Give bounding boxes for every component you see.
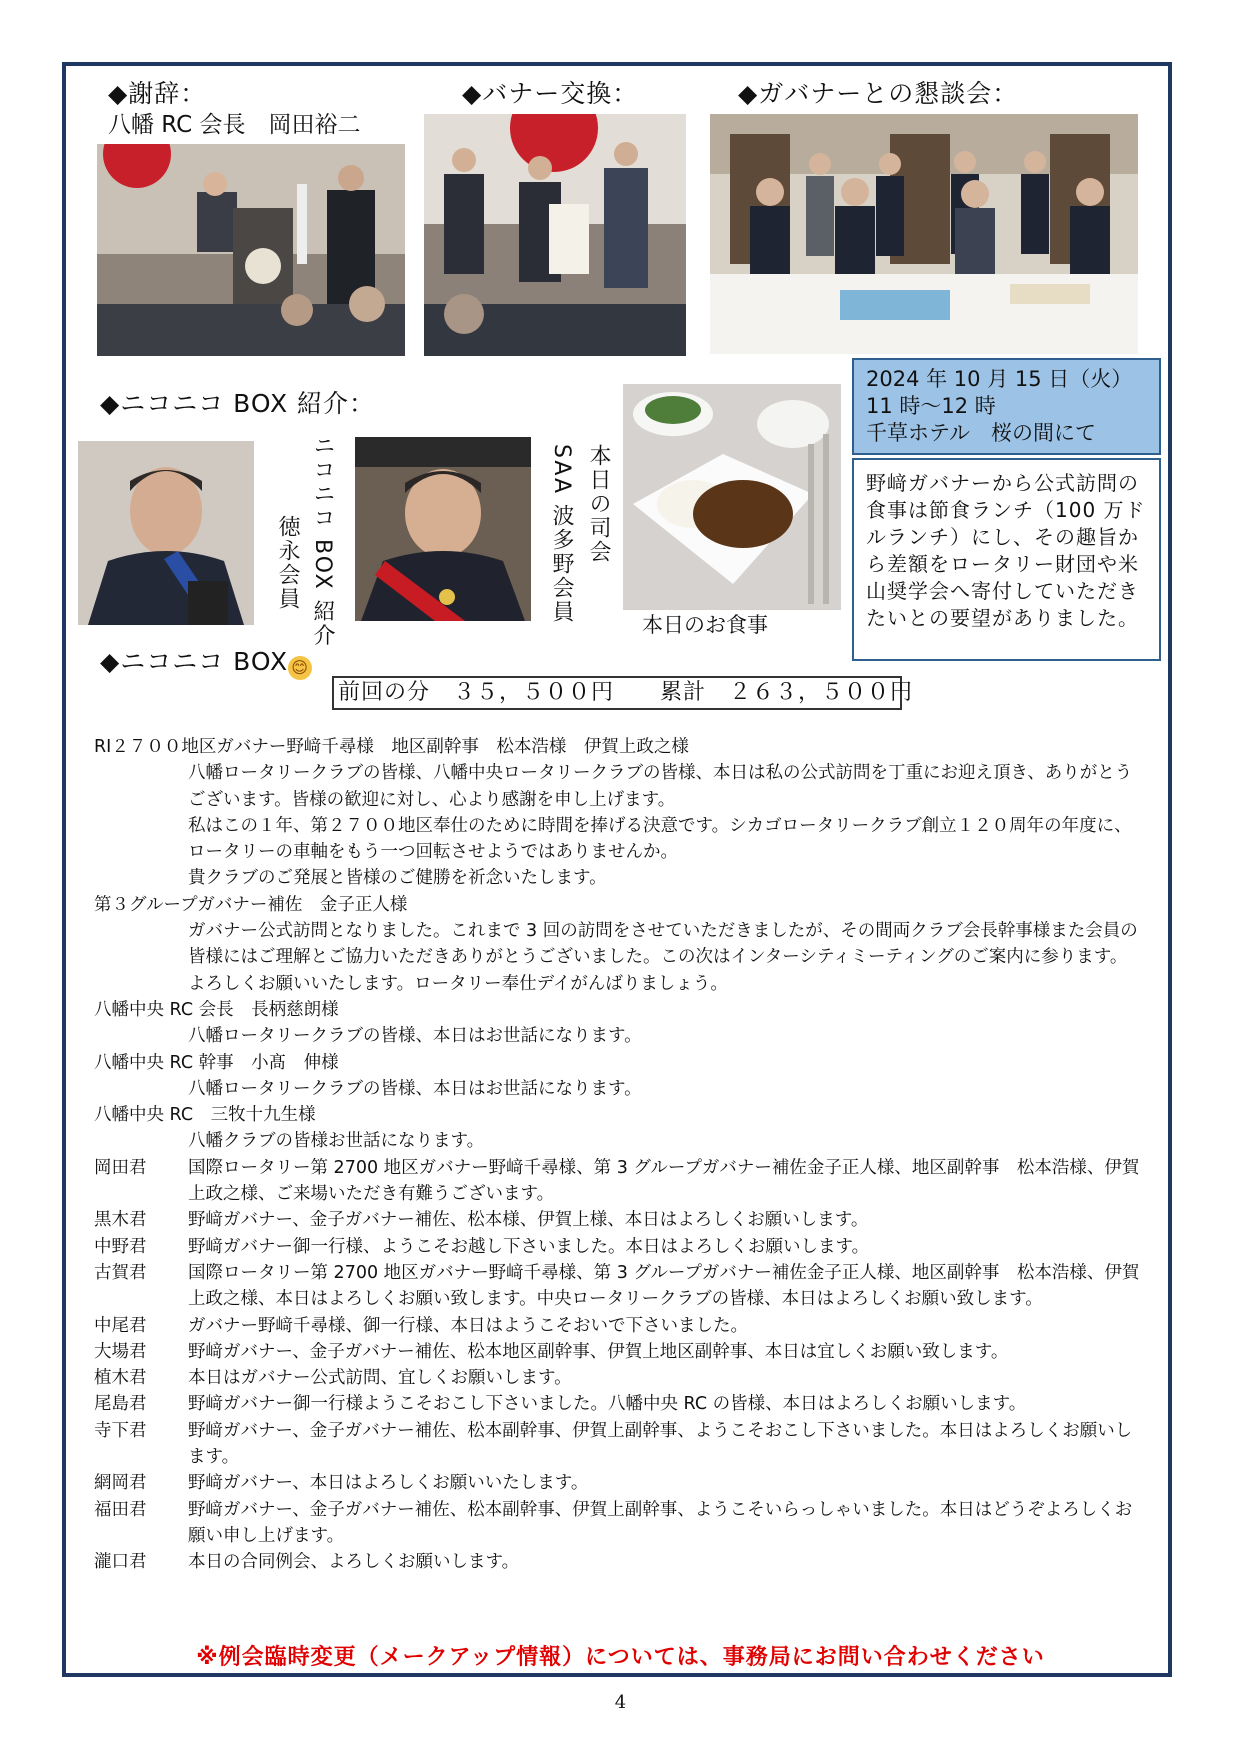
member-name: 尾島君 <box>94 1394 147 1415</box>
message-text: 八幡ロータリークラブの皆様、八幡中央ロータリークラブの皆様、本日は私の公式訪問を丁重にお迎え頂き、ありがとうございます。皆様の歓迎に対し、心より感謝を申し上げます。 <box>188 763 1133 810</box>
member-message-text: 野﨑ガバナー、金子ガバナー補佐、松本様、伊賀上様、本日はよろしくお願いします。 <box>188 1210 869 1231</box>
member-message-row <box>94 1365 1144 1391</box>
lunch-note-box: 野﨑ガバナーから公式訪問の食事は節食ランチ（100 万ドルランチ）にし、その趣旨から差額をロータリー財団や米山奨学会へ寄付していただきたいとの要望がありました。 <box>852 458 1161 661</box>
member-message-text: 国際ロータリー第 2700 地区ガバナー野﨑千尋様、第 3 グループガバナー補佐金子正人様、地区副幹事 松本浩様、伊賀上政之様、ご来場いただき有難うございます。 <box>188 1157 1140 1205</box>
member-message-row <box>94 1339 1144 1365</box>
message-text: 私はこの１年、第２７００地区奉仕のために時間を捧げる決意です。シカゴロータリークラブ創立１２０周年の年度に、ロータリーの車軸をもう一つ回転させようではありませんか。 <box>188 815 1132 863</box>
member-name: 瀧口君 <box>94 1552 147 1573</box>
member-message-text: 野﨑ガバナー、金子ガバナー補佐、松本地区副幹事、伊賀上地区副幹事、本日は宜しくお願い致します。 <box>188 1341 1009 1362</box>
member-message-row <box>94 1260 1144 1313</box>
governor-heading: ◆ガバナーとの懇談会： <box>738 79 1019 108</box>
member-name: 黒木君 <box>94 1210 147 1231</box>
message-text: 八幡ロータリークラブの皆様、本日はお世話になります。 <box>188 1026 642 1047</box>
tokunaga-photo <box>78 441 254 625</box>
member-message-row <box>94 1313 1144 1339</box>
member-message-text: 国際ロータリー第 2700 地区ガバナー野﨑千尋様、第 3 グループガバナー補佐金子正人様、地区副幹事 松本浩様、伊賀上政之様、本日はよろしくお願い致します。中央ロータリークラブの皆様、本日はよろしくお願い致します。 <box>188 1262 1140 1310</box>
member-message-row <box>94 1234 1144 1260</box>
message-sender-header: 八幡中央 RC 会長 長柄慈朗様 <box>94 999 339 1020</box>
member-name: 古賀君 <box>94 1262 147 1283</box>
member-name: 寺下君 <box>94 1420 147 1441</box>
message-sender-header: 第３グループガバナー補佐 金子正人様 <box>94 894 408 915</box>
host-role-label: 本日の司会 <box>586 444 611 564</box>
member-message-text: 野﨑ガバナー、金子ガバナー補佐、松本副幹事、伊賀上副幹事、ようこそいらっしゃいました。本日はどうぞよろしくお願い申し上げます。 <box>188 1499 1133 1546</box>
nikoniko-intro-heading: ◆ニコニコ BOX 紹介： <box>100 389 376 418</box>
tokunaga-role-label: ニコニコ BOX 紹介 <box>310 434 335 648</box>
member-message-row <box>94 1207 1144 1233</box>
speech-heading: ◆謝辞： <box>108 79 207 108</box>
member-message-row <box>94 1155 1144 1208</box>
message-text: 八幡クラブの皆様お世話になります。 <box>188 1131 485 1152</box>
message-sender-header: 八幡中央 RC 幹事 小髙 伸様 <box>94 1052 339 1073</box>
message-text: 貴クラブのご発展と皆様のご健勝を祈念いたします。 <box>188 868 607 889</box>
event-venue: 千草ホテル 桜の間にて <box>866 421 1096 445</box>
nikoniko-totals: 前回の分 ３５，５００円 累計 ２６３，５００円 <box>332 676 902 710</box>
messages-list <box>94 734 1144 1576</box>
message-text: 八幡ロータリークラブの皆様、本日はお世話になります。 <box>188 1078 642 1099</box>
member-name: 福田君 <box>94 1499 147 1520</box>
message-sender-header: 八幡中央 RC 三牧十九生様 <box>94 1105 316 1126</box>
smile-emoji-icon: 😊 <box>288 656 312 680</box>
member-message-row <box>94 1418 1144 1471</box>
member-message-text: 本日の合同例会、よろしくお願いします。 <box>188 1552 520 1573</box>
member-name: 網岡君 <box>94 1473 147 1494</box>
member-message-text: ガバナー野﨑千尋様、御一行様、本日はようこそおいで下さいました。 <box>188 1315 748 1336</box>
speech-subheading: 八幡 RC 会長 岡田裕二 <box>108 112 361 138</box>
event-info-box <box>852 358 1161 455</box>
meal-caption: 本日のお食事 <box>642 613 768 637</box>
member-message-row <box>94 1549 1144 1575</box>
message-sender-header: RI２７００地区ガバナー野﨑千尋様 地区副幹事 松本浩様 伊賀上政之様 <box>94 737 689 757</box>
event-date: 2024 年 10 月 15 日（火） <box>866 367 1133 391</box>
member-message-text: 本日はガバナー公式訪問、宜しくお願いします。 <box>188 1368 572 1389</box>
tokunaga-name-label: 徳永会員 <box>275 515 300 611</box>
nikoniko-box-heading-text: ◆ニコニコ BOX <box>100 647 289 676</box>
banner-exchange-photo <box>424 114 686 356</box>
member-message-text: 野﨑ガバナー御一行様ようこそおこし下さいました。八幡中央 RC の皆様、本日はよろしくお願いします。 <box>188 1394 1027 1415</box>
hatano-photo <box>355 437 531 621</box>
member-message-row <box>94 1497 1144 1550</box>
nikoniko-box-heading <box>100 642 312 680</box>
event-time: 11 時～12 時 <box>866 394 996 418</box>
member-message-text: 野﨑ガバナー、本日はよろしくお願いいたします。 <box>188 1473 589 1494</box>
makeup-info-note: ※例会臨時変更（メークアップ情報）については、事務局にお問い合わせください <box>196 1645 1045 1670</box>
meal-photo <box>623 384 841 610</box>
message-text: ガバナー公式訪問となりました。これまで 3 回の訪問をさせていただきましたが、その間両クラブ会長幹事様また会員の皆様にはご理解とご協力いただきありがとうございました。この次はインターシティミーティングのご案内に参ります。よろしくお願いいたします。ロータリー奉仕デイがんばりましょう。 <box>188 921 1138 994</box>
member-name: 大場君 <box>94 1341 147 1362</box>
member-name: 植木君 <box>94 1368 147 1389</box>
member-message-row <box>94 1470 1144 1496</box>
member-message-text: 野﨑ガバナー、金子ガバナー補佐、松本副幹事、伊賀上副幹事、ようこそおこし下さいました。本日はよろしくお願いします。 <box>188 1420 1133 1468</box>
member-name: 中野君 <box>94 1236 147 1257</box>
page-number: 4 <box>614 1692 627 1713</box>
member-message-row <box>94 1391 1144 1417</box>
member-name: 岡田君 <box>94 1157 147 1178</box>
banner-heading: ◆バナー交換： <box>462 79 639 108</box>
speech-photo <box>97 144 405 356</box>
member-message-text: 野﨑ガバナー御一行様、ようこそお越し下さいました。本日はよろしくお願いします。 <box>188 1236 870 1257</box>
member-name: 中尾君 <box>94 1315 147 1336</box>
governor-meeting-photo <box>710 114 1138 354</box>
host-name-label: SAA 波多野会員 <box>549 444 574 625</box>
